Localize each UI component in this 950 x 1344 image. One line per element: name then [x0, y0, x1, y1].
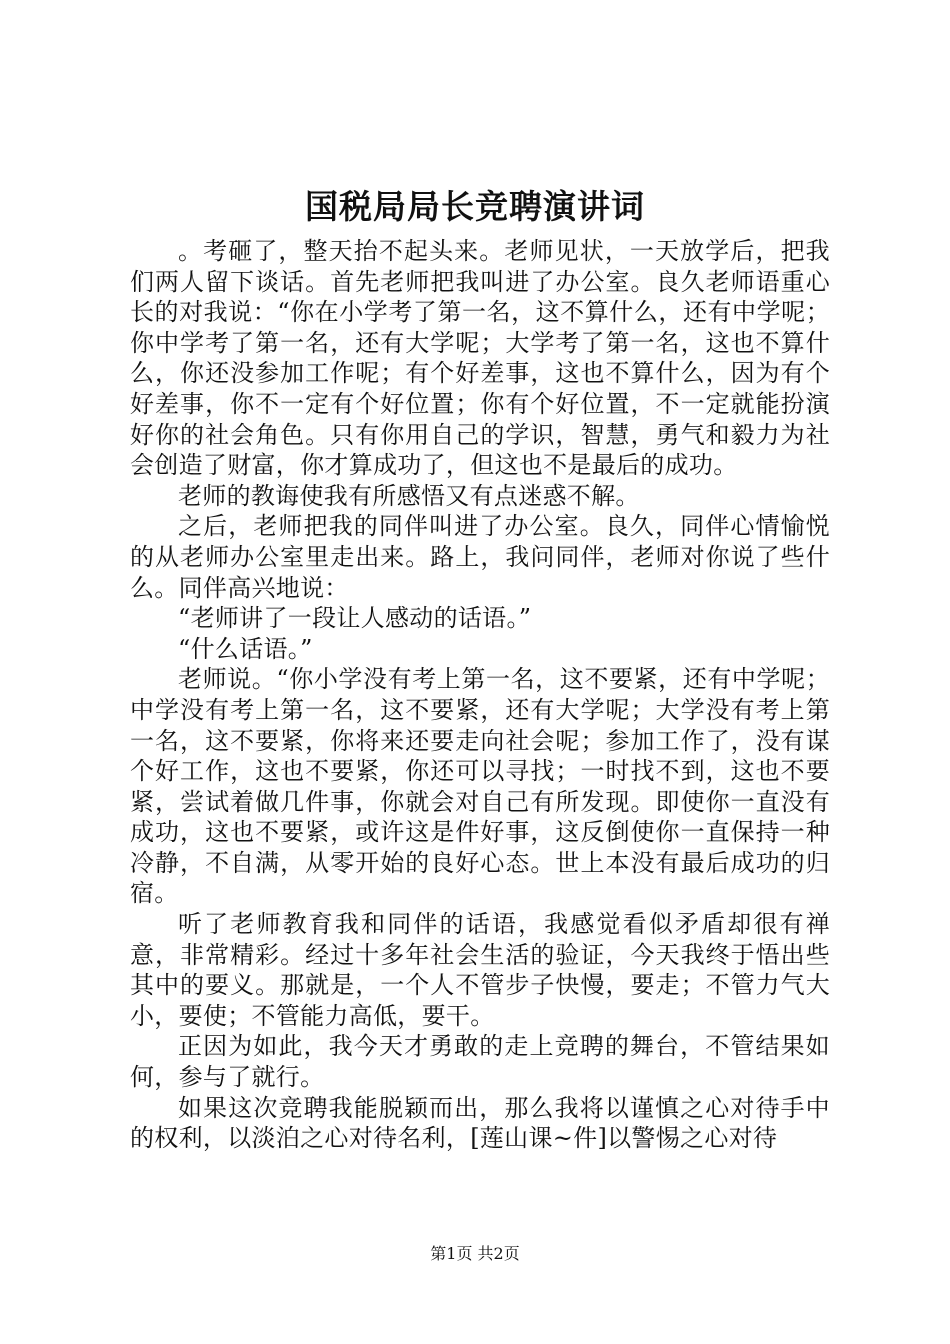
paragraph: “老师讲了一段让人感动的话语。”	[178, 604, 532, 633]
paragraph: “什么话语。”	[178, 634, 313, 663]
document-title: 国税局局长竞聘演讲词	[305, 187, 645, 226]
page-footer: 第1页 共2页	[430, 1244, 520, 1263]
paragraph: 老师的教诲使我有所感悟又有点迷惑不解。	[178, 481, 640, 510]
paragraph: 之后，老师把我的同伴叫进了办公室。良久，同伴心情愉悦的从老师办公室里走出来。路上，我问同伴，老师对你说了些什么。同伴高兴地说：	[130, 512, 830, 602]
paragraph: 听了老师教育我和同伴的话语，我感觉看似矛盾却很有禅意，非常精彩。经过十多年社会生活的验证，今天我终于悟出些其中的要义。那就是，一个人不管步子快慢，要走；不管力气大小，要使；不管能力高低，要干。	[130, 910, 830, 1030]
paragraph: 老师说。“你小学没有考上第一名，这不要紧，还有中学呢；中学没有考上第一名，这不要紧，还有大学呢；大学没有考上第一名，这不要紧，你将来还要走向社会呢；参加工作了，没有谋个好工作，这也不要紧，你还可以寻找；一时找不到，这也不要紧，尝试着做几件事，你就会对自己有所发现。即使你一直没有成功，这也不要紧，或许这是件好事，这反倒使你一直保持一种冷静，不自满，从零开始的良好心态。世上本没有最后成功的归宿。	[130, 665, 830, 908]
paragraph: 正因为如此，我今天才勇敢的走上竞聘的舞台，不管结果如何，参与了就行。	[130, 1032, 830, 1092]
paragraph: 如果这次竞聘我能脱颖而出，那么我将以谨慎之心对待手中的权利，以淡泊之心对待名利，[莲山课~件]以警惕之心对待	[130, 1093, 830, 1153]
document-body	[130, 236, 830, 1154]
paragraph: 。考砸了，整天抬不起头来。老师见状，一天放学后，把我们两人留下谈话。首先老师把我叫进了办公室。良久老师语重心长的对我说：“你在小学考了第一名，这不算什么，还有中学呢；你中学考了第一名，还有大学呢；大学考了第一名，这也不算什么，你还没参加工作呢；有个好差事，这也不算什么，因为有个好差事，你不一定有个好位置；你有个好位置，不一定就能扮演好你的社会角色。只有你用自己的学识，智慧，勇气和毅力为社会创造了财富，你才算成功了，但这也不是最后的成功。	[130, 237, 830, 480]
